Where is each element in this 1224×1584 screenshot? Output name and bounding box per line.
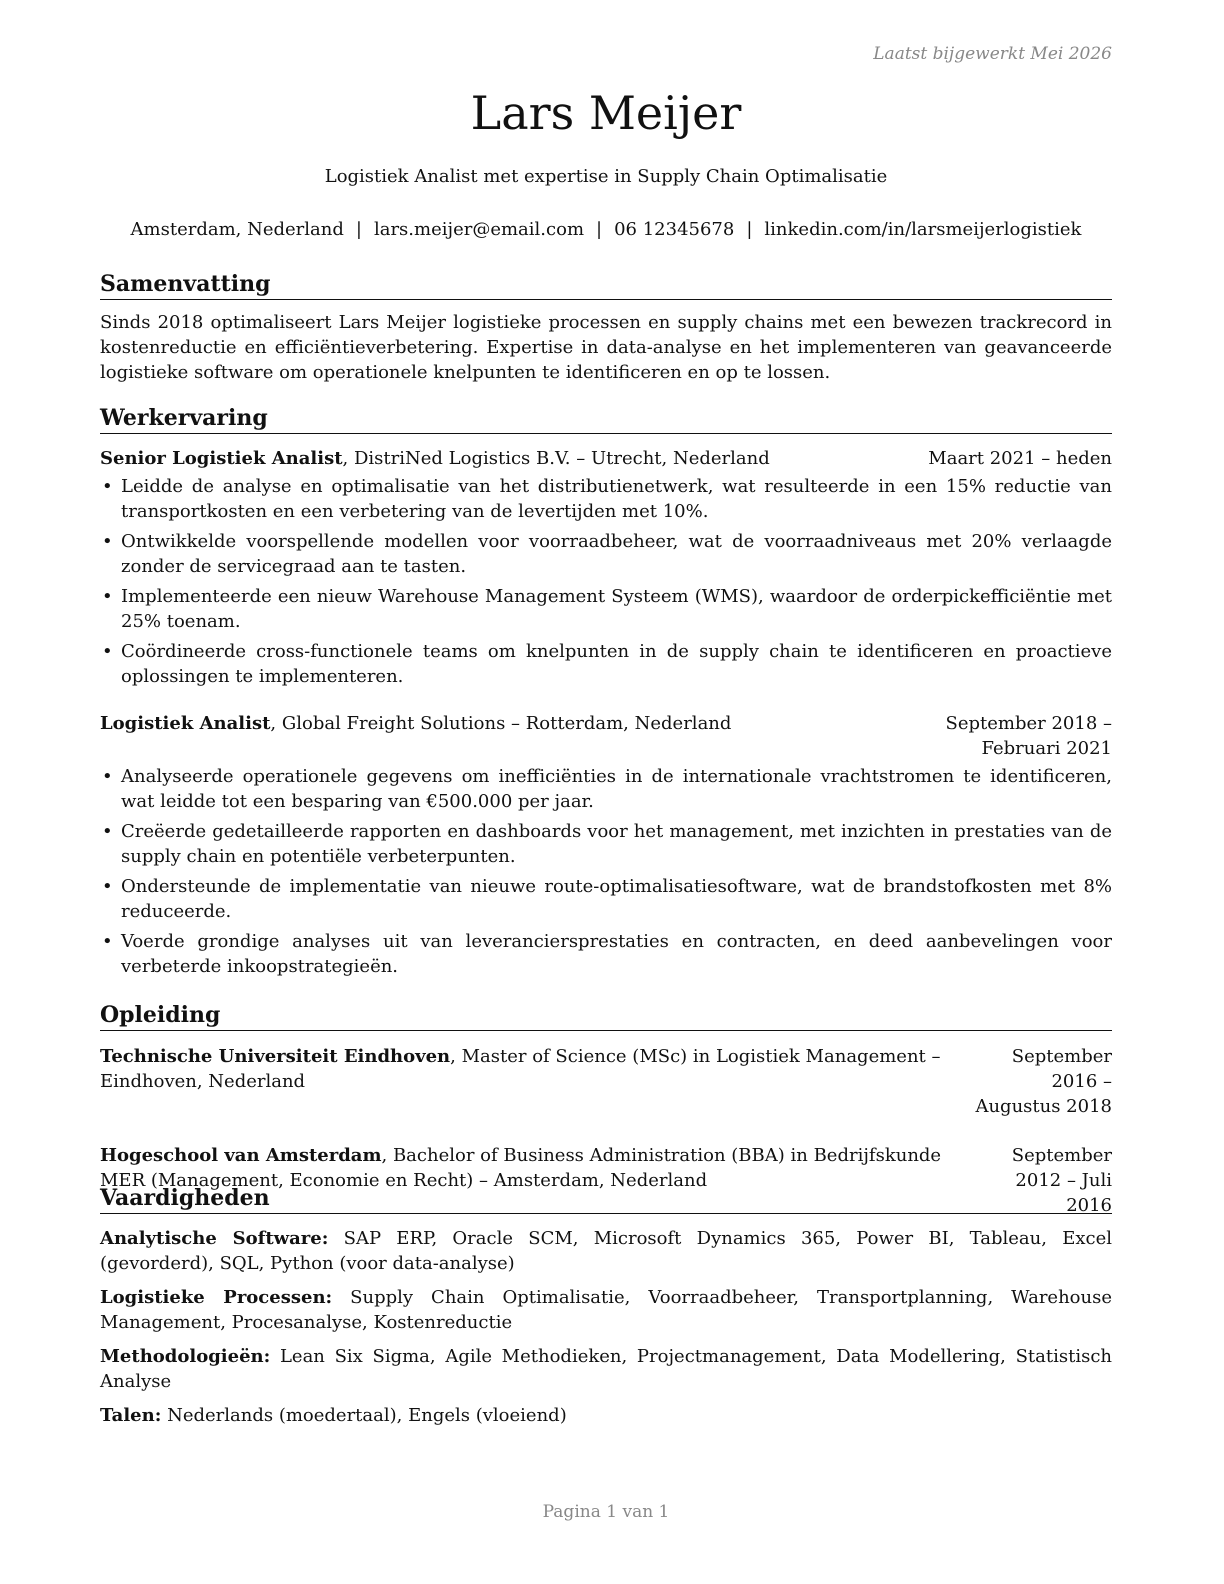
education-details: , Bachelor of Business Administration (BBA) in Bedrijfskunde MER (Management, Economie en Recht) – Amsterdam, Nederland xyxy=(100,1145,942,1191)
skill-label: Talen: xyxy=(100,1405,162,1426)
job-role: Logistiek Analist xyxy=(100,713,271,734)
skills-section xyxy=(100,1184,1112,1428)
contact-line xyxy=(100,219,1112,240)
summary-section xyxy=(100,270,1112,385)
skill-label: Methodologieën: xyxy=(100,1346,271,1367)
list-item: • Voerde grondige analyses uit van leveranciersprestaties en contracten, en deed aanbevelingen voor verbeterde inkoopstrategieën. xyxy=(100,929,1112,979)
education-school: Hogeschool van Amsterdam xyxy=(100,1145,382,1166)
education-text xyxy=(100,1044,972,1119)
skill-value: SAP ERP, Oracle SCM, Microsoft Dynamics 365, Power BI, Tableau, Excel (gevorderd), SQL, Python (voor data-analyse) xyxy=(100,1228,1112,1274)
list-item: • Analyseerde operationele gegevens om inefficiënties in de internationale vrachtstromen te identificeren, wat leidde tot een besparing van €500.000 per jaar. xyxy=(100,764,1112,814)
job-bullets xyxy=(100,474,1112,689)
job-header xyxy=(100,446,1112,471)
contact-separator: | xyxy=(596,219,603,240)
last-updated: Laatst bijgewerkt Mei 2026 xyxy=(873,44,1112,64)
skill-value: Nederlands (moedertaal), Engels (vloeiend) xyxy=(161,1405,567,1426)
job-company: , Global Freight Solutions – Rotterdam, Nederland xyxy=(270,713,732,734)
education-dates: September 2012 – Juli 2016 xyxy=(1011,1145,1112,1216)
skill-item xyxy=(100,1344,1112,1394)
section-title: Werkervaring xyxy=(100,404,1112,434)
section-title: Samenvatting xyxy=(100,270,1112,300)
job-role: Senior Logistiek Analist xyxy=(100,448,343,469)
summary-text: Sinds 2018 optimaliseert Lars Meijer logistieke processen en supply chains met een bewezen trackrecord in kostenreductie en efficiëntieverbetering. Expertise in data-analyse en het implementeren van geavanceerde logistieke software om operationele knelpunten te identificeren en op te lossen. xyxy=(100,312,1112,383)
job-bullets xyxy=(100,764,1112,979)
education-details: , Master of Science (MSc) in Logistiek Management – Eindhoven, Nederland xyxy=(100,1046,941,1092)
contact-linkedin[interactable]: linkedin.com/in/larsmeijerlogistiek xyxy=(764,219,1082,240)
job-header xyxy=(100,711,1112,761)
job-entry xyxy=(100,446,1112,689)
job-dates: Maart 2021 – heden xyxy=(928,448,1112,469)
list-item: • Ontwikkelde voorspellende modellen voor voorraadbeheer, wat de voorraadniveaus met 20% verlaagde zonder de servicegraad aan te tasten. xyxy=(100,529,1112,579)
skill-label: Logistieke Processen: xyxy=(100,1287,333,1308)
contact-separator: | xyxy=(746,219,753,240)
job-title-line xyxy=(100,446,770,471)
education-entry xyxy=(100,1044,1112,1119)
section-title: Vaardigheden xyxy=(100,1184,1112,1214)
page-number: Pagina 1 van 1 xyxy=(542,1502,670,1522)
skill-item xyxy=(100,1226,1112,1276)
contact-phone: 06 12345678 xyxy=(614,219,735,240)
list-item: • Coördineerde cross-functionele teams om knelpunten in de supply chain te identificeren en proactieve oplossingen te implementeren. xyxy=(100,639,1112,689)
job-title-line xyxy=(100,711,731,761)
skill-item xyxy=(100,1403,1112,1428)
list-item: • Ondersteunde de implementatie van nieuwe route-optimalisatiesoftware, wat de brandstofkosten met 8% reduceerde. xyxy=(100,874,1112,924)
section-title: Opleiding xyxy=(100,1001,1112,1031)
list-item: • Leidde de analyse en optimalisatie van het distributienetwerk, wat resulteerde in een 15% reductie van transportkosten en een verbetering van de levertijden met 10%. xyxy=(100,474,1112,524)
resume-page xyxy=(100,0,1112,1584)
skill-item xyxy=(100,1285,1112,1335)
job-company: , DistriNed Logistics B.V. – Utrecht, Nederland xyxy=(342,448,770,469)
job-entry xyxy=(100,711,1112,979)
list-item: • Creëerde gedetailleerde rapporten en dashboards voor het management, met inzichten in prestaties van de supply chain en potentiële verbeterpunten. xyxy=(100,819,1112,869)
skill-value: Lean Six Sigma, Agile Methodieken, Projectmanagement, Data Modellering, Statistisch Analyse xyxy=(100,1346,1112,1392)
skill-label: Analytische Software: xyxy=(100,1228,329,1249)
skill-value: Supply Chain Optimalisatie, Voorraadbeheer, Transportplanning, Warehouse Management, Procesanalyse, Kostenreductie xyxy=(100,1287,1112,1333)
contact-separator: | xyxy=(355,219,362,240)
contact-email[interactable]: lars.meijer@email.com xyxy=(373,219,585,240)
candidate-subtitle: Logistiek Analist met expertise in Supply Chain Optimalisatie xyxy=(324,166,888,187)
list-item: • Implementeerde een nieuw Warehouse Management Systeem (WMS), waardoor de orderpickefficiëntie met 25% toenam. xyxy=(100,584,1112,634)
candidate-name: Lars Meijer xyxy=(470,86,742,140)
contact-location: Amsterdam, Nederland xyxy=(130,219,344,240)
education-school: Technische Universiteit Eindhoven xyxy=(100,1046,451,1067)
education-dates: September 2016 – Augustus 2018 xyxy=(975,1046,1112,1117)
job-dates: September 2018 – Februari 2021 xyxy=(945,713,1112,759)
experience-section xyxy=(100,404,1112,984)
